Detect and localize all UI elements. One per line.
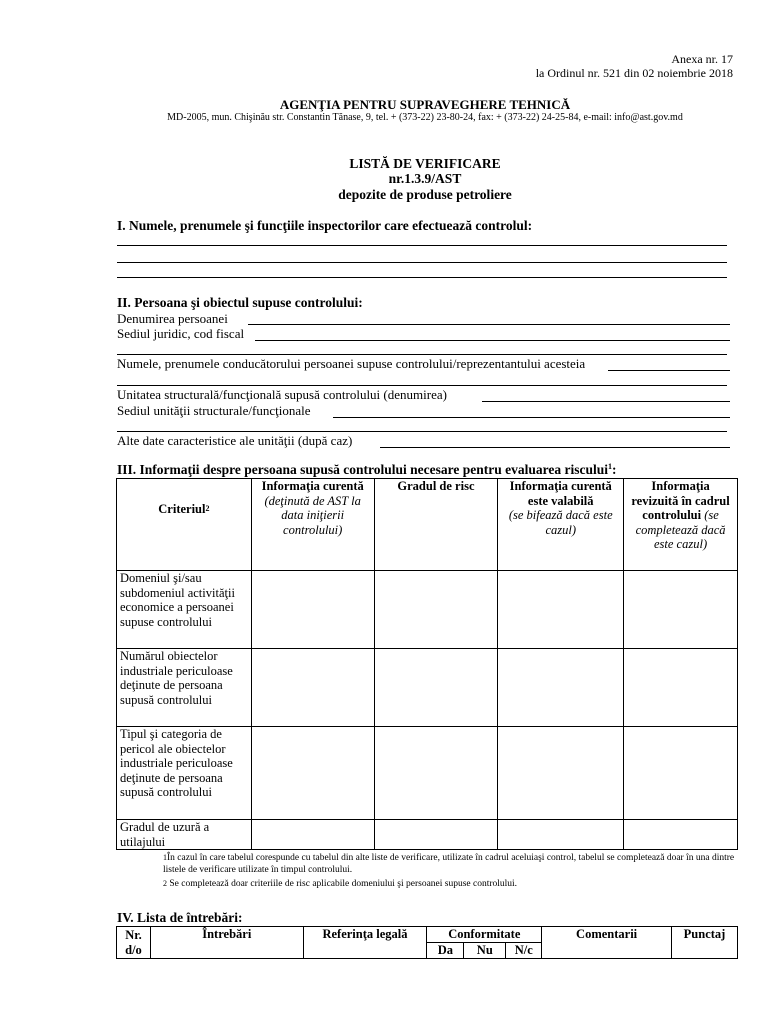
cell-input[interactable] [624, 571, 738, 649]
inspector-line-3[interactable] [117, 277, 727, 278]
document-title: LISTĂ DE VERIFICARE [349, 156, 501, 171]
col-informatia-valabila-label: Informaţia curentă este valabilă [509, 479, 612, 508]
agency-address: MD-2005, mun. Chişinău str. Constantin Tănase, 9, tel. + (373-22) 23-80-24, fax: + (373-22) 24-25-84, e-mail: info@ast.gov.md [167, 112, 683, 123]
cell-input[interactable] [374, 649, 498, 727]
col-informatia-valabila [498, 479, 624, 571]
col-criteriu-footnote-ref: 2 [205, 504, 210, 514]
col-intrebari: Întrebări [150, 927, 303, 959]
order-reference: la Ordinul nr. 521 din 02 noiembrie 2018 [535, 66, 733, 80]
cell-input[interactable] [624, 820, 738, 850]
label-sediul-unitatii: Sediul unităţii structurale/funcţionale [117, 403, 311, 418]
section-3-heading [117, 462, 617, 478]
col-informatia-curenta [251, 479, 374, 571]
cell-input[interactable] [498, 727, 624, 820]
field-sediul-unitatii-line-2[interactable] [117, 431, 727, 432]
field-conducator-line-2[interactable] [117, 385, 727, 386]
document-subject: depozite de produse petroliere [338, 187, 512, 202]
cell-input[interactable] [374, 820, 498, 850]
cell-input[interactable] [251, 727, 374, 820]
criteriu-tipul-categoria: Tipul şi categoria de pericol ale obiectelor industriale periculoase deţinute de persoana supusă controlului [117, 727, 252, 820]
footnote-2-text: Se completează doar criteriile de risc aplicabile domeniului şi persoanei supuse controlului. [169, 879, 518, 889]
field-sediul-juridic[interactable] [255, 340, 730, 341]
field-sediul-juridic-line-2[interactable] [117, 354, 727, 355]
col-nr: Nr. d/o [117, 927, 151, 959]
field-denumirea[interactable] [248, 324, 730, 325]
cell-input[interactable] [498, 820, 624, 850]
label-sediul-juridic: Sediul juridic, cod fiscal [117, 326, 245, 341]
inspector-line-1[interactable] [117, 245, 727, 246]
col-conformitate: Conformitate [427, 927, 542, 943]
table-row [117, 571, 738, 649]
label-denumirea: Denumirea persoanei [117, 311, 228, 326]
field-unitatea[interactable] [482, 401, 730, 402]
questions-header-row-1 [117, 927, 738, 943]
cell-input[interactable] [498, 649, 624, 727]
section-4-heading: IV. Lista de întrebări: [117, 910, 243, 925]
cell-input[interactable] [251, 820, 374, 850]
col-informatia-curenta-label: Informaţia curentă [261, 479, 364, 493]
section-3-heading-colon: : [612, 462, 617, 477]
table-row [117, 649, 738, 727]
section-2-heading: II. Persoana şi obiectul supuse controlului: [117, 295, 363, 310]
col-gradul-de-risc-label: Gradul de risc [397, 479, 475, 493]
agency-name: AGENŢIA PENTRU SUPRAVEGHERE TEHNICĂ [279, 97, 571, 112]
cell-input[interactable] [624, 649, 738, 727]
col-gradul-de-risc [374, 479, 498, 571]
questions-table [116, 926, 738, 959]
table-row [117, 820, 738, 850]
cell-input[interactable] [374, 727, 498, 820]
criteriu-domeniul: Domeniul şi/sau subdomeniul activităţii economice a persoanei supuse controlului [117, 571, 252, 649]
footnote-1-marker: 1 [163, 853, 167, 862]
cell-input[interactable] [498, 571, 624, 649]
field-alte-date[interactable] [380, 447, 730, 448]
inspector-line-2[interactable] [117, 262, 727, 263]
col-comentarii: Comentarii [542, 927, 672, 959]
col-nc: N/c [506, 943, 542, 959]
cell-input[interactable] [624, 727, 738, 820]
col-nu: Nu [464, 943, 506, 959]
col-criteriu [117, 479, 252, 571]
table-row [117, 727, 738, 820]
annex-number: Anexa nr. 17 [671, 52, 733, 66]
field-conducator[interactable] [608, 370, 730, 371]
cell-input[interactable] [251, 649, 374, 727]
document-number: nr.1.3.9/AST [388, 171, 462, 186]
footnote-2-marker: 2 [163, 879, 167, 888]
footnote-1-text: În cazul în care tabelul corespunde cu tabelul din alte liste de verificare, utilizate în cadrul aceluiaşi control, tabelul se completează doar în una dintre listele de verificare utilizate în timpul controlului. [163, 853, 735, 875]
label-unitatea: Unitatea structurală/funcţională supusă controlului (denumirea) [117, 387, 447, 402]
criteriu-gradul-de-uzura: Gradul de uzură a utilajului [117, 820, 252, 850]
section-3-heading-text: III. Informaţii despre persoana supusă controlului necesare pentru evaluarea riscului [117, 462, 609, 477]
risk-table-header-row [117, 479, 738, 571]
risk-info-table [116, 478, 738, 850]
footnote-1 [163, 852, 738, 876]
cell-input[interactable] [374, 571, 498, 649]
col-informatia-valabila-note: (se bifează dacă este cazul) [508, 508, 613, 537]
section-3-footnote-ref: 1 [608, 462, 613, 471]
cell-input[interactable] [251, 571, 374, 649]
field-sediul-unitatii[interactable] [333, 417, 730, 418]
col-informatia-revizuita [624, 479, 738, 571]
label-alte-date: Alte date caracteristice ale unităţii (după caz) [117, 433, 353, 448]
col-informatia-revizuita-note: (se completează dacă este cazul) [635, 508, 726, 551]
col-da: Da [427, 943, 464, 959]
col-punctaj: Punctaj [672, 927, 738, 959]
footnote-2 [163, 878, 738, 890]
col-referinta-legala: Referinţa legală [303, 927, 427, 959]
col-criteriu-label: Criteriul [158, 502, 206, 517]
criteriu-numarul-obiectelor: Numărul obiectelor industriale periculoase deţinute de persoana supusă controlului [117, 649, 252, 727]
col-informatia-revizuita-label: Informaţia revizuită în cadrul controlului [631, 479, 730, 522]
label-conducator: Numele, prenumele conducătorului persoanei supuse controlului/reprezentantului acesteia [117, 356, 586, 371]
col-informatia-curenta-note: (deţinută de AST la data iniţierii controlului) [264, 493, 361, 537]
section-1-heading: I. Numele, prenumele şi funcţiile inspectorilor care efectuează controlul: [117, 218, 533, 233]
